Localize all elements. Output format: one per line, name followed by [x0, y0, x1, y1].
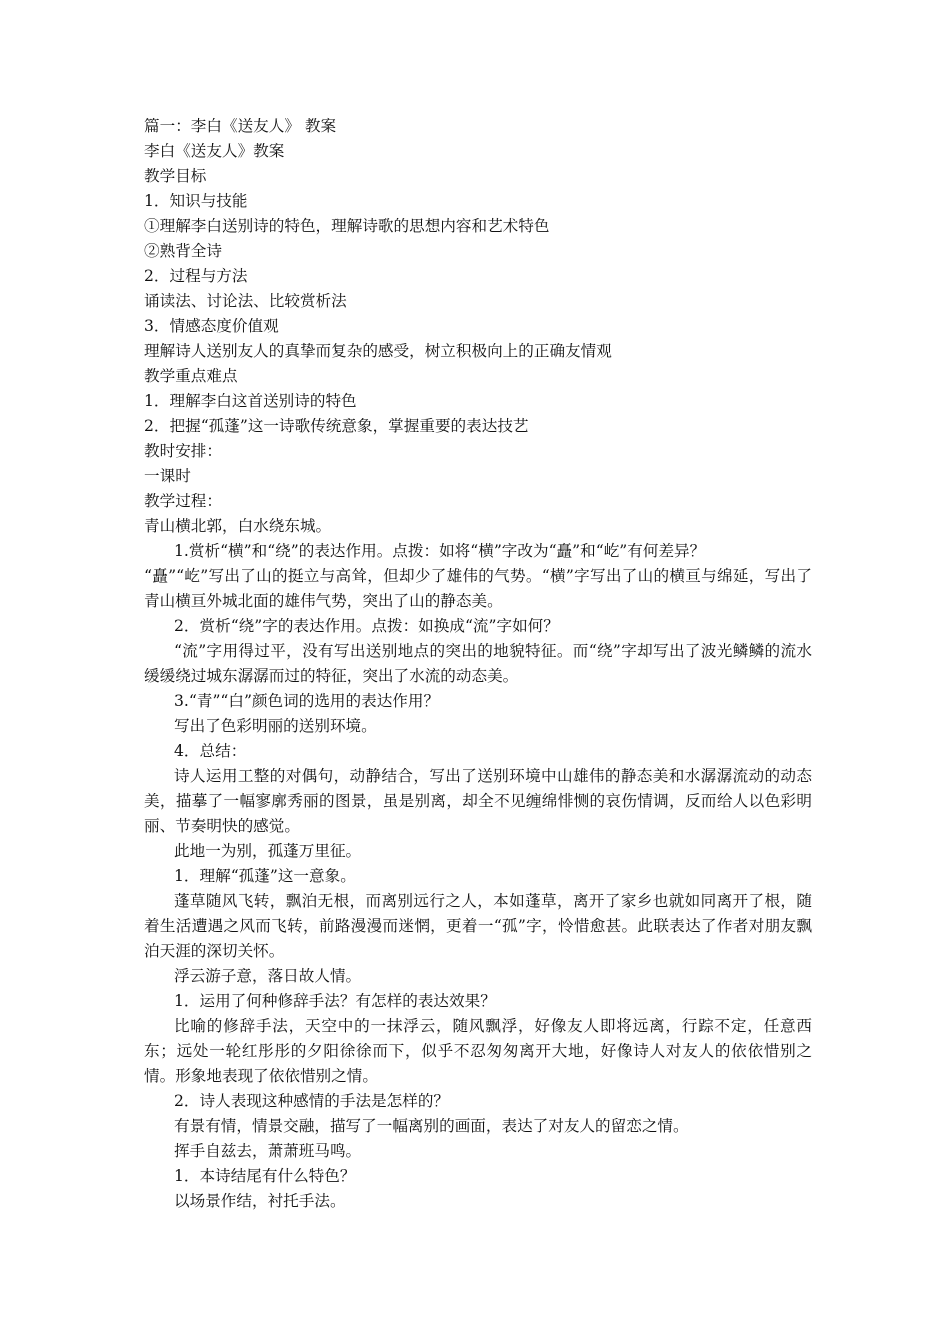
- poem-line-2: 此地一为别，孤蓬万里征。: [174, 842, 362, 860]
- goal-2-heading: 2．过程与方法: [144, 267, 248, 285]
- answer-5: 比喻的修辞手法，天空中的一抹浮云，随风飘浮，好像友人即将远离，行踪不定，任意西东；远处一轮红彤彤的夕阳徐徐而下，似乎不忍匆匆离开大地，好像诗人对友人的依依惜别之情。形象地表现了依依惜别之情。: [144, 1017, 812, 1085]
- heading-process: 教学过程：: [144, 492, 222, 510]
- answer-1: “矗”“屹”写出了山的挺立与高耸，但却少了雄伟的气势。“横”字写出了山的横亘与绵延，写出了青山横亘外城北面的雄伟气势，突出了山的静态美。: [144, 567, 812, 610]
- heading-teaching-goals: 教学目标: [144, 167, 207, 185]
- answer-2: “流”字用得过平，没有写出送别地点的突出的地貌特征。而“绕”字却写出了波光鳞鳞的流水缓缓绕过城东潺潺而过的特征，突出了水流的动态美。: [144, 642, 812, 685]
- question-1: 1.赏析“横”和“绕”的表达作用。点拨：如将“横”字改为“矗”和“屹”有何差异？: [174, 542, 706, 560]
- goal-3-heading: 3．情感态度价值观: [144, 317, 279, 335]
- goal-1-heading: 1．知识与技能: [144, 192, 248, 210]
- summary-heading: 4．总结：: [174, 742, 247, 760]
- answer-4: 蓬草随风飞转，飘泊无根，而离别远行之人，本如蓬草，离开了家乡也就如同离开了根，随着生活遭遇之风而飞转，前路漫漫而迷惘，更着一“孤”字，怜惜愈甚。此联表达了作者对朋友飘泊天涯的深切关怀。: [144, 892, 812, 960]
- question-4: 1．理解“孤蓬”这一意象。: [174, 867, 356, 885]
- question-5: 1．运用了何种修辞手法？有怎样的表达效果？: [174, 992, 496, 1010]
- question-3: 3.“青”“白”颜色词的选用的表达作用？: [174, 692, 440, 710]
- question-6: 2．诗人表现这种感情的手法是怎样的？: [174, 1092, 450, 1110]
- answer-7: 以场景作结，衬托手法。: [174, 1192, 346, 1210]
- key-point-1: 1．理解李白这首送别诗的特色: [144, 392, 357, 410]
- goal-1-item-1: ①理解李白送别诗的特色，理解诗歌的思想内容和艺术特色: [144, 217, 550, 235]
- poem-line-1: 青山横北郭，白水绕东城。: [144, 517, 332, 535]
- goal-2-text: 诵读法、讨论法、比较赏析法: [144, 292, 347, 310]
- goal-3-text: 理解诗人送别友人的真挚而复杂的感受，树立积极向上的正确友情观: [144, 342, 612, 360]
- document-body: [144, 114, 812, 1214]
- key-point-2: 2．把握“孤蓬”这一诗歌传统意象，掌握重要的表达技艺: [144, 417, 529, 435]
- heading-schedule: 教时安排：: [144, 442, 222, 460]
- poem-line-3: 浮云游子意，落日故人情。: [174, 967, 362, 985]
- question-7: 1．本诗结尾有什么特色？: [174, 1167, 356, 1185]
- answer-6: 有景有情，情景交融，描写了一幅离别的画面，表达了对友人的留恋之情。: [174, 1117, 689, 1135]
- section-title: 篇一：李白《送友人》 教案: [144, 117, 337, 135]
- doc-title: 李白《送友人》教案: [144, 142, 285, 160]
- answer-3: 写出了色彩明丽的送别环境。: [174, 717, 377, 735]
- schedule-text: 一课时: [144, 467, 191, 485]
- goal-1-item-2: ②熟背全诗: [144, 242, 222, 260]
- heading-key-points: 教学重点难点: [144, 367, 238, 385]
- poem-line-4: 挥手自兹去，萧萧班马鸣。: [174, 1142, 362, 1160]
- summary-text: 诗人运用工整的对偶句，动静结合，写出了送别环境中山雄伟的静态美和水潺潺流动的动态美，描摹了一幅寥廓秀丽的图景，虽是别离，却全不见缠绵悱恻的哀伤情调，反而给人以色彩明丽、节奏明快的感觉。: [144, 767, 812, 835]
- question-2: 2．赏析“绕”字的表达作用。点拨：如换成“流”字如何？: [174, 617, 559, 635]
